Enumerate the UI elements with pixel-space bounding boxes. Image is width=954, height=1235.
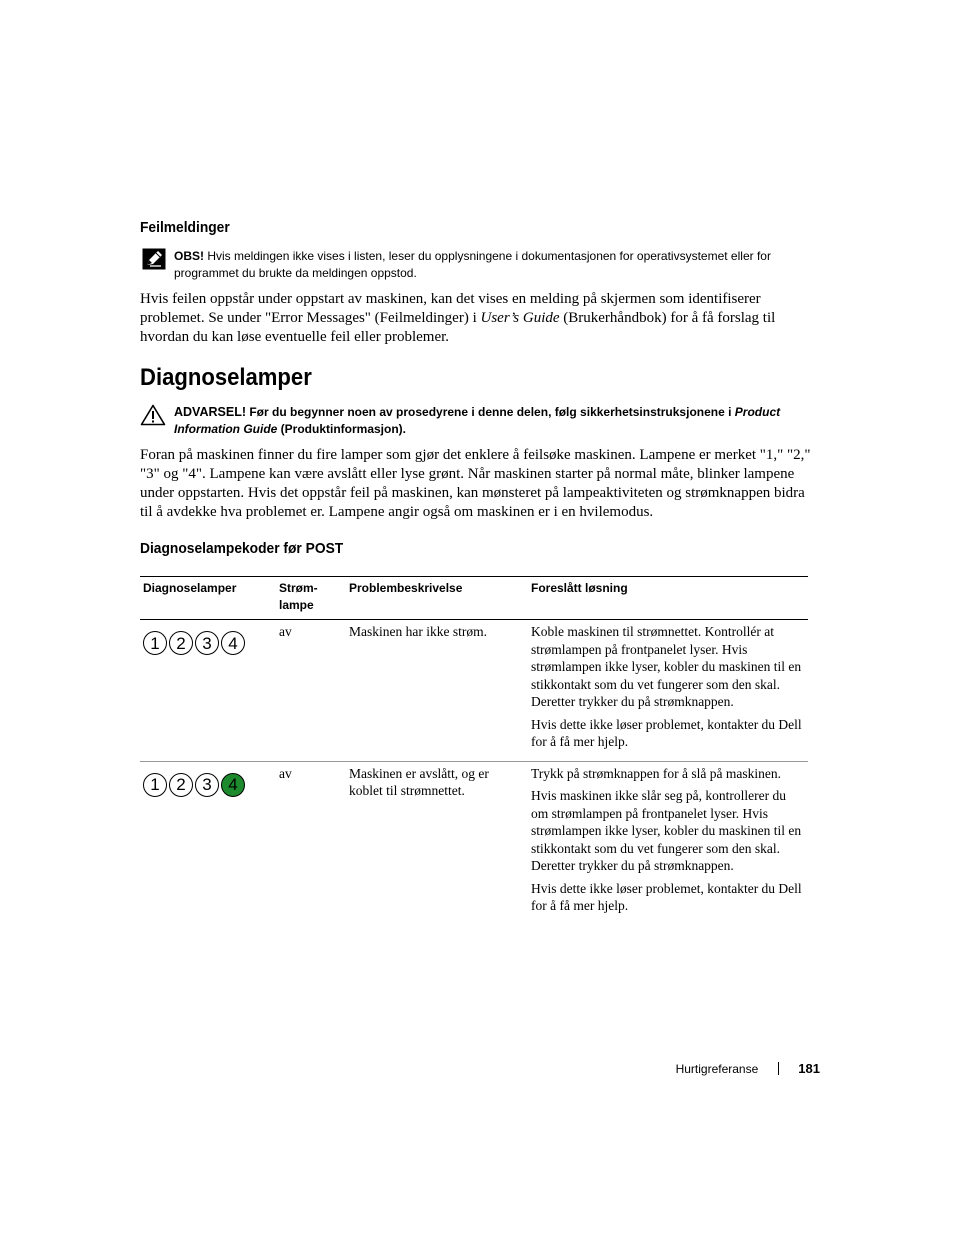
solution-paragraph: Hvis maskinen ikke slår seg på, kontrollerer du om strømlampen på frontpanelet lyser. Hvis strømlampen ikke lyser, kobler du maskinen til en stikkontakt som du vet fungerer som den skal. Deretter trykker du på strømknappen.	[531, 788, 802, 873]
problem-cell: Maskinen er avslått, og er koblet til strømnettet.	[349, 765, 489, 798]
para-text-a: Hvis feilen oppstår under oppstart av maskinen, kan det vises en melding på skjermen som identifiserer problemet. Se under "Error Messages" (Feilmeldinger) i	[140, 291, 761, 326]
note-pencil-icon	[142, 248, 166, 270]
note-block	[140, 248, 810, 282]
diagnostic-led-2: 2	[169, 773, 193, 797]
diagnostic-led-4: 4	[221, 773, 245, 797]
feilmeldinger-paragraph	[140, 290, 812, 347]
footer-divider	[778, 1062, 779, 1075]
led-pattern	[143, 773, 272, 797]
note-lead: OBS!	[174, 249, 204, 263]
diagnostic-led-3: 3	[195, 631, 219, 655]
table-heading: Diagnoselampekoder før POST	[140, 540, 344, 557]
power-lamp-cell: av	[279, 765, 292, 781]
header-problembeskrivelse: Problembeskrivelse	[346, 577, 528, 620]
led-pattern	[143, 631, 272, 655]
para-text-b: (Brukerhåndbok) for å få forslag til hvordan du kan løse eventuelle feil eller problemer.	[140, 310, 776, 345]
problem-cell: Maskinen har ikke strøm.	[346, 620, 528, 762]
power-lamp-cell: av	[276, 620, 346, 762]
header-stromlampe-line2: lampe	[279, 598, 314, 612]
product-info-guide-title: Product Information Guide	[174, 405, 781, 436]
page-number: 181	[798, 1061, 820, 1076]
led-pattern-cell	[140, 620, 276, 762]
diagnoselamper-paragraph: Foran på maskinen finner du fire lamper som gjør det enklere å feilsøke maskinen. Lampene er merket "1," "2," "3" og "4". Lampene kan være avslått eller lyse grønt. Når maskinen starter på normal måte, blinker lampene under oppstarten. Hvis det oppstår feil på maskinen, kan mønsteret på lampeaktiviteten og strømknappen bidra til å avdekke hva problemet er. Lampene angir også om maskinen er i en hvilemodus.	[140, 447, 811, 520]
solution-cell	[528, 620, 808, 762]
note-text	[174, 248, 810, 282]
solution-paragraph: Trykk på strømknappen for å slå på maskinen.	[531, 765, 781, 781]
page-title: Diagnoselamper	[140, 364, 312, 391]
solution-paragraph: Hvis dette ikke løser problemet, kontakter du Dell for å få mer hjelp.	[531, 716, 802, 749]
page-footer	[676, 1061, 820, 1076]
table-row	[140, 761, 808, 925]
diagnostic-led-2: 2	[169, 631, 193, 655]
solution-cell	[528, 761, 808, 925]
header-diagnoselamper: Diagnoselamper	[140, 577, 276, 620]
footer-section-name: Hurtigreferanse	[675, 1061, 759, 1076]
diagnostic-codes-table	[140, 576, 808, 925]
solution-paragraph: Hvis dette ikke løser problemet, kontakter du Dell for å få mer hjelp.	[531, 880, 802, 913]
users-guide-title: User’s Guide	[480, 310, 560, 326]
section-heading-feilmeldinger: Feilmeldinger	[140, 219, 230, 236]
warning-text	[174, 404, 812, 438]
solution-paragraph: Koble maskinen til strømnettet. Kontrollér at strømlampen på frontpanelet lyser. Hvis strømlampen ikke lyser, kobler du maskinen til en stikkontakt som du vet fungerer som den skal. Deretter trykker du på strømknappen.	[531, 624, 802, 709]
header-stromlampe-line1: Strøm-	[279, 581, 318, 595]
diagnostic-led-3: 3	[195, 773, 219, 797]
warning-lead: ADVARSEL!	[174, 405, 246, 419]
header-foreslatt-losning: Foreslått løsning	[528, 577, 808, 620]
table-header-row	[140, 577, 808, 620]
warning-tail: (Produktinformasjon).	[277, 422, 407, 436]
header-stromlampe	[276, 577, 346, 620]
diagnostic-led-4: 4	[221, 631, 245, 655]
warning-block	[140, 404, 812, 438]
diagnostic-led-1: 1	[143, 773, 167, 797]
led-pattern-cell	[140, 761, 276, 925]
note-body: Hvis meldingen ikke vises i listen, leser du opplysningene i dokumentasjonen for operativsystemet eller for programmet du brukte da meldingen oppstod.	[174, 249, 771, 280]
table-body	[140, 620, 808, 925]
warning-triangle-icon	[140, 404, 166, 426]
table-row	[140, 620, 808, 762]
diagnostic-led-1: 1	[143, 631, 167, 655]
warning-body: Før du begynner noen av prosedyrene i denne delen, følg sikkerhetsinstruksjonene i	[246, 405, 735, 419]
